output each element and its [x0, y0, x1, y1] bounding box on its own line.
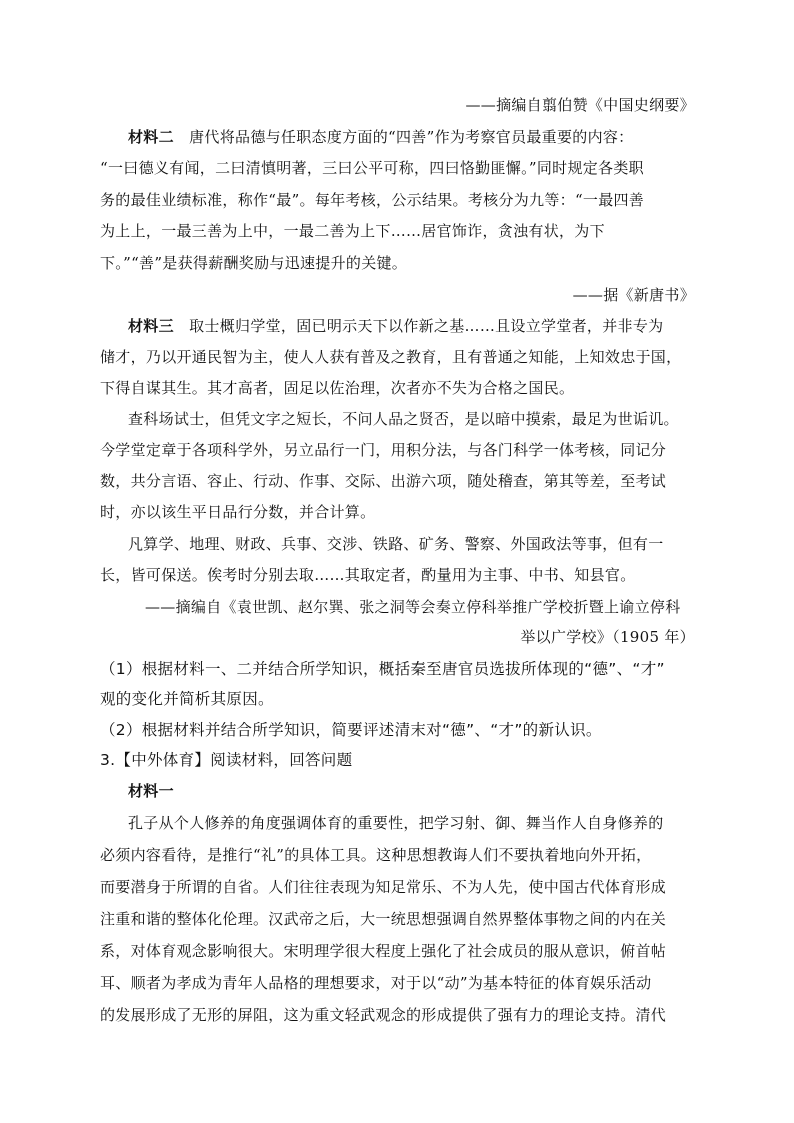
material-2-line-1: 材料二 唐代将品德与任职态度方面的“四善”作为考察官员最重要的内容： — [128, 128, 634, 146]
material-3-line-3: 下得自谋其生。其才高者，固足以佐治理，次者亦不失为合格之国民。 — [100, 379, 575, 397]
material-2-label: 材料二 — [128, 128, 174, 146]
section-3-material-1-label: 材料一 — [128, 782, 174, 800]
material-3-line-5: 今学堂定章于各项科学外，另立品行一门，用积分法，与各门科学一体考核，同记分 — [100, 441, 667, 459]
material-3-line-4: 查科场试士，但凭文字之短长，不问人品之贤否，是以暗中摸索，最足为世诟讥。 — [128, 410, 679, 428]
section-3-line-1: 孔子从个人修养的角度强调体育的重要性，把学习射、御、舞当作人自身修养的 — [128, 814, 664, 832]
material-3-line-2: 储才，乃以开通民智为主，使人人获有普及之教育，且有普通之知能，上知效忠于国， — [100, 348, 682, 366]
section-3-heading: 3.【中外体育】阅读材料，回答问题 — [100, 751, 353, 769]
material-2-line-3: 务的最佳业绩标准，称作“最”。每年考核，公示结果。考核分为九等：“一最四善 — [100, 191, 645, 209]
material-2-line-5: 下。”“善”是获得薪酬奖励与迅速提升的关键。 — [100, 254, 408, 272]
section-3-line-4: 注重和谐的整体化伦理。汉武帝之后，大一统思想强调自然界整体事物之间的内在关 — [100, 910, 667, 928]
material-3-source-line-1: ——摘编自《袁世凯、赵尔巽、张之洞等会奏立停科举推广学校折暨上谕立停科 — [145, 598, 681, 616]
material-2-line-2: “一曰德义有闻，二曰清慎明著，三曰公平可称，四曰恪勤匪懈。”同时规定各类职 — [100, 159, 644, 177]
question-1-line-1: （1）根据材料一、二并结合所学知识，概括秦至唐官员选拔所体现的“德”、“才” — [100, 660, 665, 678]
section-3-line-7: 的发展形成了无形的屏阻，这为重文轻武观念的形成提供了强有力的理论支持。清代 — [100, 1006, 667, 1024]
question-1-line-2: 观的变化并简析其原因。 — [100, 690, 274, 708]
section-3-line-2: 必须内容看待，是推行“礼”的具体工具。这种思想教诲人们不要执着地向外开拓， — [100, 846, 652, 864]
material-3-line-7: 时，亦以该生平日品行分数，并合计算。 — [100, 503, 376, 521]
material-3-line-9: 长，皆可保送。俟考时分别去取……其取定者，酌量用为主事、中书、知县官。 — [100, 566, 636, 584]
question-2: （2）根据材料并结合所学知识，简要评述清末对“德”、“才”的新认识。 — [100, 721, 602, 739]
material-2-source: ——据《新唐书》 — [572, 286, 695, 304]
material-3-line-6: 数，共分言语、容止、行动、作事、交际、出游六项，随处稽查，第其等差，至考试 — [100, 472, 667, 490]
section-3-line-3: 而要潜身于所谓的自省。人们往往表现为知足常乐、不为人先，使中国古代体育形成 — [100, 878, 667, 896]
section-3-line-5: 系，对体育观念影响很大。宋明理学很大程度上强化了社会成员的服从意识，俯首帖 — [100, 942, 667, 960]
material-3-label: 材料三 — [128, 317, 174, 335]
material-3-source-line-2: 举以广学校》（1905 年） — [520, 628, 695, 646]
source-citation-1: ——摘编自翦伯赞《中国史纲要》 — [465, 96, 695, 114]
material-2-line-4: 为上上，一最三善为上中，一最二善为上下……居官饰诈，贪浊有状，为下 — [100, 222, 605, 240]
section-3-line-6: 耳、顺者为孝成为青年人品格的理想要求，对于以“动”为基本特征的体育娱乐活动 — [100, 974, 652, 992]
material-3-line-1: 材料三 取士概归学堂，固已明示天下以作新之基……且设立学堂者，并非专为 — [128, 317, 664, 335]
material-3-line-8: 凡算学、地理、财政、兵事、交涉、铁路、矿务、警察、外国政法等事，但有一 — [128, 535, 664, 553]
